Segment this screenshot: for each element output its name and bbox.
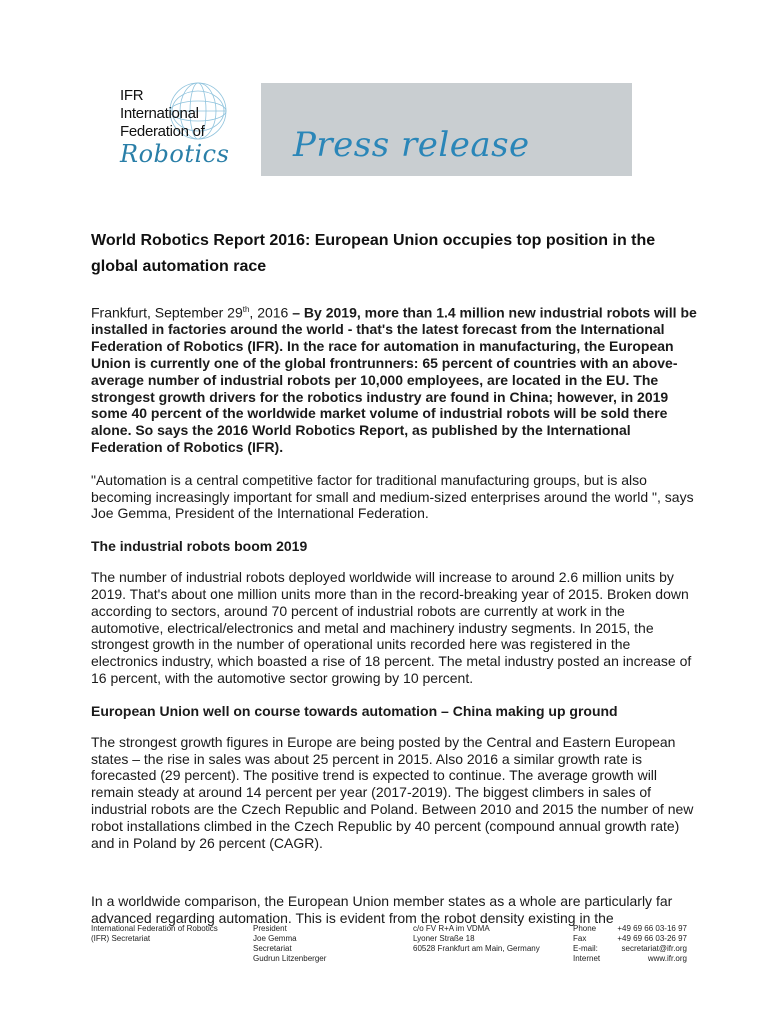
footer-phone-value: +49 69 66 03-16 97 xyxy=(617,924,687,933)
footer-fax-value: +49 69 66 03-26 97 xyxy=(617,934,687,943)
dateline: Frankfurt, September 29 xyxy=(91,304,243,321)
section-heading-robots-boom: The industrial robots boom 2019 xyxy=(91,538,308,555)
footer-email xyxy=(573,944,687,954)
dateline-suffix-sup: th xyxy=(242,305,250,314)
footer-internet xyxy=(573,954,687,964)
logo-line-federation: Federation of xyxy=(120,123,205,140)
footer-contact xyxy=(573,924,687,964)
logo-text xyxy=(120,87,205,141)
article-title: World Robotics Report 2016: European Union occupies top position in the global automation race xyxy=(91,232,656,275)
spacer xyxy=(91,863,701,893)
footer-people-line: Gudrun Litzenberger xyxy=(253,954,327,963)
logo-script: Robotics xyxy=(120,140,230,168)
footer-email-label: E-mail: xyxy=(573,944,598,953)
footer-phone-label: Phone xyxy=(573,924,597,933)
article-body xyxy=(91,228,701,939)
ifr-logo xyxy=(120,80,255,180)
footer-org xyxy=(91,924,218,944)
footer-address-line: c/o FV R+A im VDMA xyxy=(413,924,490,933)
footer-org-line: (IFR) Secretariat xyxy=(91,934,151,943)
lead-paragraph xyxy=(91,302,701,456)
press-release-banner xyxy=(261,83,632,176)
logo-line-ifr: IFR xyxy=(120,87,144,104)
quote-paragraph: "Automation is a central competitive factor for traditional manufacturing groups, but is also becoming increasingly important for small and medium-sized enterprises around the world ", says Joe Gemma, President of the International Federation. xyxy=(91,471,694,522)
footer-people-line: Secretariat xyxy=(253,944,292,953)
footer-address-line: Lyoner Straße 18 xyxy=(413,934,475,943)
logo-line-international: International xyxy=(120,105,199,122)
footer-email-link[interactable]: secretariat@ifr.org xyxy=(621,944,687,953)
lead-bold-text: – By 2019, more than 1.4 million new industrial robots will be installed in factories around the world - that's the latest forecast from the International Federation of Robotics (IFR). In the race for automation in manufacturing, the European Union is currently one of the global frontrunners: 65 percent of countries with an above-average number of industrial robots per 10,000 employees, are located in the EU. The strongest growth drivers for the robotics industry are found in China; however, in 2019 some 40 percent of the worldwide market volume of industrial robots will be sold there alone. So says the 2016 World Robotics Report, as published by the International Federation of Robotics (IFR). xyxy=(91,304,697,456)
section-body-robots-boom: The number of industrial robots deployed worldwide will increase to around 2.6 million units by 2019. That's about one million units more than in the record-breaking year of 2015. Broken down according to sectors, around 70 percent of industrial robots are currently at work in the automotive, electrical/electronics and metal and machinery industry segments. In 2015, the strongest growth in the number of operational units recorded here was registered in the electronics industry, which boasted a rise of 18 percent. The metal industry posted an increase of 16 percent, with the automotive sector growing by 10 percent. xyxy=(91,569,692,686)
footer-fax xyxy=(573,934,687,944)
section-body-eu-automation: The strongest growth figures in Europe are being posted by the Central and Eastern European states – the rise in sales was about 25 percent in 2015. Also 2016 a similar growth rate is forecasted (29 percent). The positive trend is expected to continue. The average growth will remain steady at around 14 percent per year (2017-2019). The biggest climbers in sales of industrial robots are the Czech Republic and Poland. Between 2010 and 2015 the number of new robot installations climbed in the Czech Republic by 40 percent (compound annual growth rate) and in Poland by 26 percent (CAGR). xyxy=(91,733,694,851)
footer-people xyxy=(253,924,326,964)
footer-website-link[interactable]: www.ifr.org xyxy=(647,954,687,963)
footer-address-line: 60528 Frankfurt am Main, Germany xyxy=(413,944,540,953)
footer-phone xyxy=(573,924,687,934)
footer-fax-label: Fax xyxy=(573,934,587,943)
footer-internet-label: Internet xyxy=(573,954,601,963)
page-footer xyxy=(91,924,701,964)
footer-address xyxy=(413,924,540,954)
banner-text: Press release xyxy=(293,125,530,165)
dateline-year: , 2016 xyxy=(249,304,289,321)
footer-people-line: Joe Gemma xyxy=(253,934,297,943)
footer-org-line: International Federation of Robotics xyxy=(91,924,218,933)
footer-people-line: President xyxy=(253,924,287,933)
section-body-worldwide-comparison: In a worldwide comparison, the European Union member states as a whole are particularly far advanced regarding automation. This is evident from the robot density existing in the xyxy=(91,893,673,927)
section-heading-eu-automation: European Union well on course towards automation – China making up ground xyxy=(91,702,618,719)
